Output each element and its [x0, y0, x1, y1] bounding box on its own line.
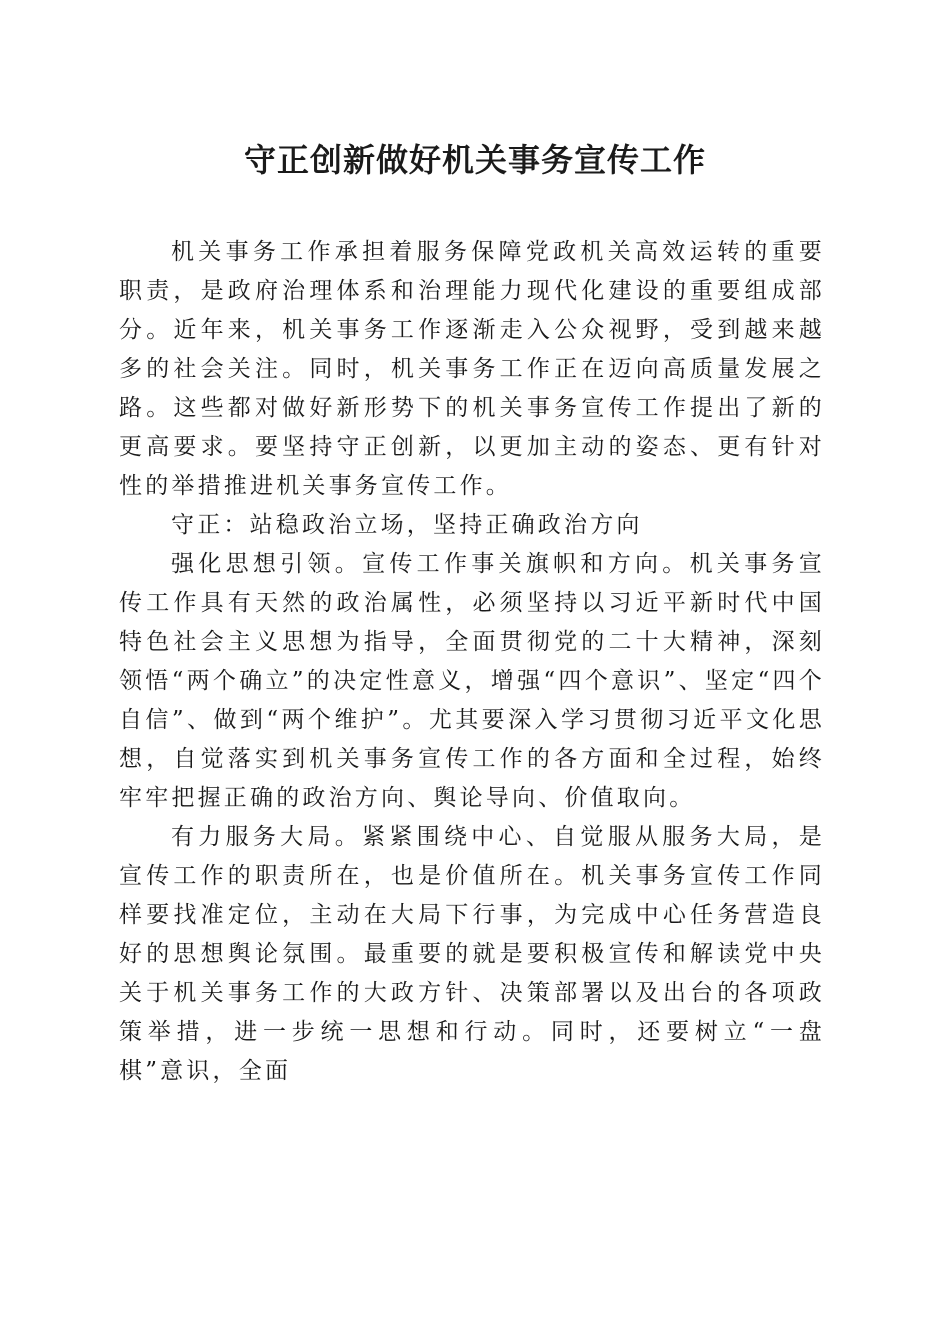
paragraph-intro: 机关事务工作承担着服务保障党政机关高效运转的重要职责，是政府治理体系和治理能力现代化建设的重要组成部分。近年来，机关事务工作逐渐走入公众视野，受到越来越多的社会关注。同时，机关事务工作正在迈向高质量发展之路。这些都对做好新形势下的机关事务宣传工作提出了新的更高要求。要坚持守正创新，以更加主动的姿态、更有针对性的举措推进机关事务宣传工作。: [119, 239, 825, 499]
paragraph-thought-guidance: 强化思想引领。宣传工作事关旗帜和方向。机关事务宣传工作具有天然的政治属性，必须坚持以习近平新时代中国特色社会主义思想为指导，全面贯彻党的二十大精神，深刻领悟“两个确立”的决定性意义，增强“四个意识”、坚定“四个自信”、做到“两个维护”。尤其要深入学习贯彻习近平文化思想，自觉落实到机关事务宣传工作的各方面和全过程，始终牢牢把握正确的政治方向、舆论导向、价值取向。: [119, 551, 825, 811]
paragraph-serve-overall: 有力服务大局。紧紧围绕中心、自觉服从服务大局，是宣传工作的职责所在，也是价值所在。机关事务宣传工作同样要找准定位，主动在大局下行事，为完成中心任务营造良好的思想舆论氛围。最重要的就是要积极宣传和解读党中央关于机关事务工作的大政方针、决策部署以及出台的各项政策举措，进一步统一思想和行动。同时，还要树立“一盘棋”意识，全面: [119, 824, 825, 1084]
document-body: [119, 233, 825, 1091]
section-heading-shouzheng: 守正：站稳政治立场，坚持正确政治方向: [171, 512, 643, 538]
document-title: 守正创新做好机关事务宣传工作: [243, 141, 706, 179]
